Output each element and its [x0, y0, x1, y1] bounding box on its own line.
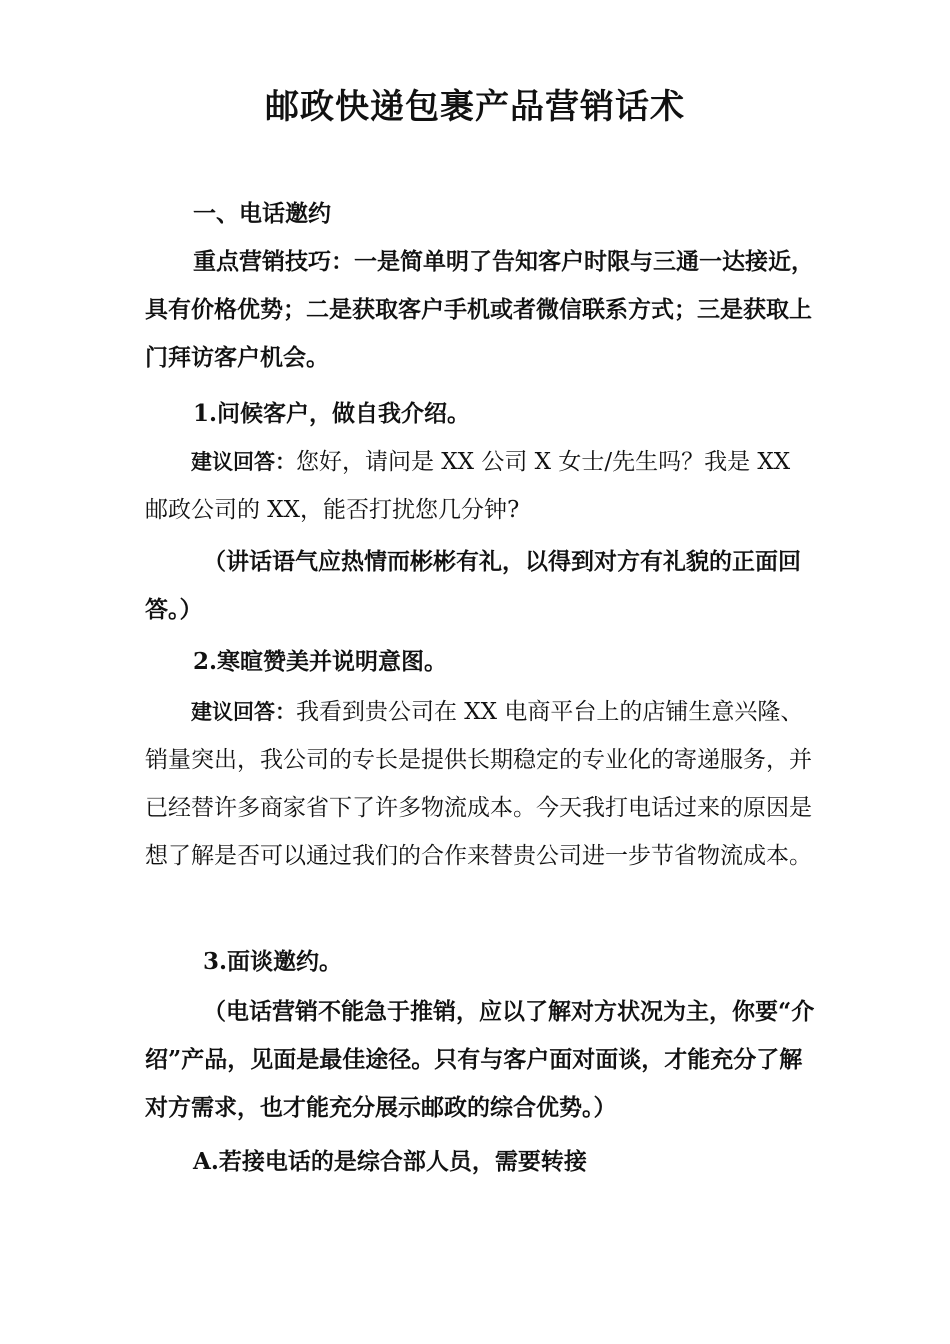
step-2-heading: 2.寒暄赞美并说明意图。	[193, 648, 448, 675]
key-tips-paragraph: 重点营销技巧：一是简单明了告知客户时限与三通一达接近，具有价格优势；二是获取客户手机或者微信联系方式；三是获取上门拜访客户机会。	[145, 248, 814, 371]
suggested-answer-label: 建议回答：	[191, 699, 296, 724]
step-1-note: （讲话语气应热情而彬彬有礼，以得到对方有礼貌的正面回答。）	[145, 548, 801, 623]
suggested-answer-text: 我看到贵公司在 XX 电商平台上的店铺生意兴隆、销量突出，我公司的专长是提供长期稳定的专业化的寄递服务，并已经替许多商家省下了许多物流成本。今天我打电话过来的原因是想了解是否可以通过我们的合作来替贵公司进一步节省物流成本。	[145, 699, 812, 869]
step-3-note: （电话营销不能急于推销，应以了解对方状况为主，你要“介绍”产品，见面是最佳途径。只有与客户面对面谈，才能充分了解对方需求，也才能充分展示邮政的综合优势。）	[145, 998, 815, 1121]
document-title: 邮政快递包裹产品营销话术	[265, 87, 685, 127]
section-heading-phone-invitation: 一、电话邀约	[193, 200, 331, 227]
suggested-answer-text: 您好，请问是 XX 公司 X 女士/先生吗？我是 XX 邮政公司的 XX，能否打扰您几分钟?	[145, 449, 791, 523]
step-a-heading: A.若接电话的是综合部人员，需要转接	[193, 1148, 587, 1175]
suggested-answer-label: 建议回答：	[191, 449, 296, 474]
step-2-suggested-answer	[145, 688, 815, 880]
step-3-heading: 3.面谈邀约。	[203, 948, 343, 975]
step-1-heading: 1.问候客户，做自我介绍。	[193, 400, 471, 427]
step-1-suggested-answer	[145, 438, 815, 534]
